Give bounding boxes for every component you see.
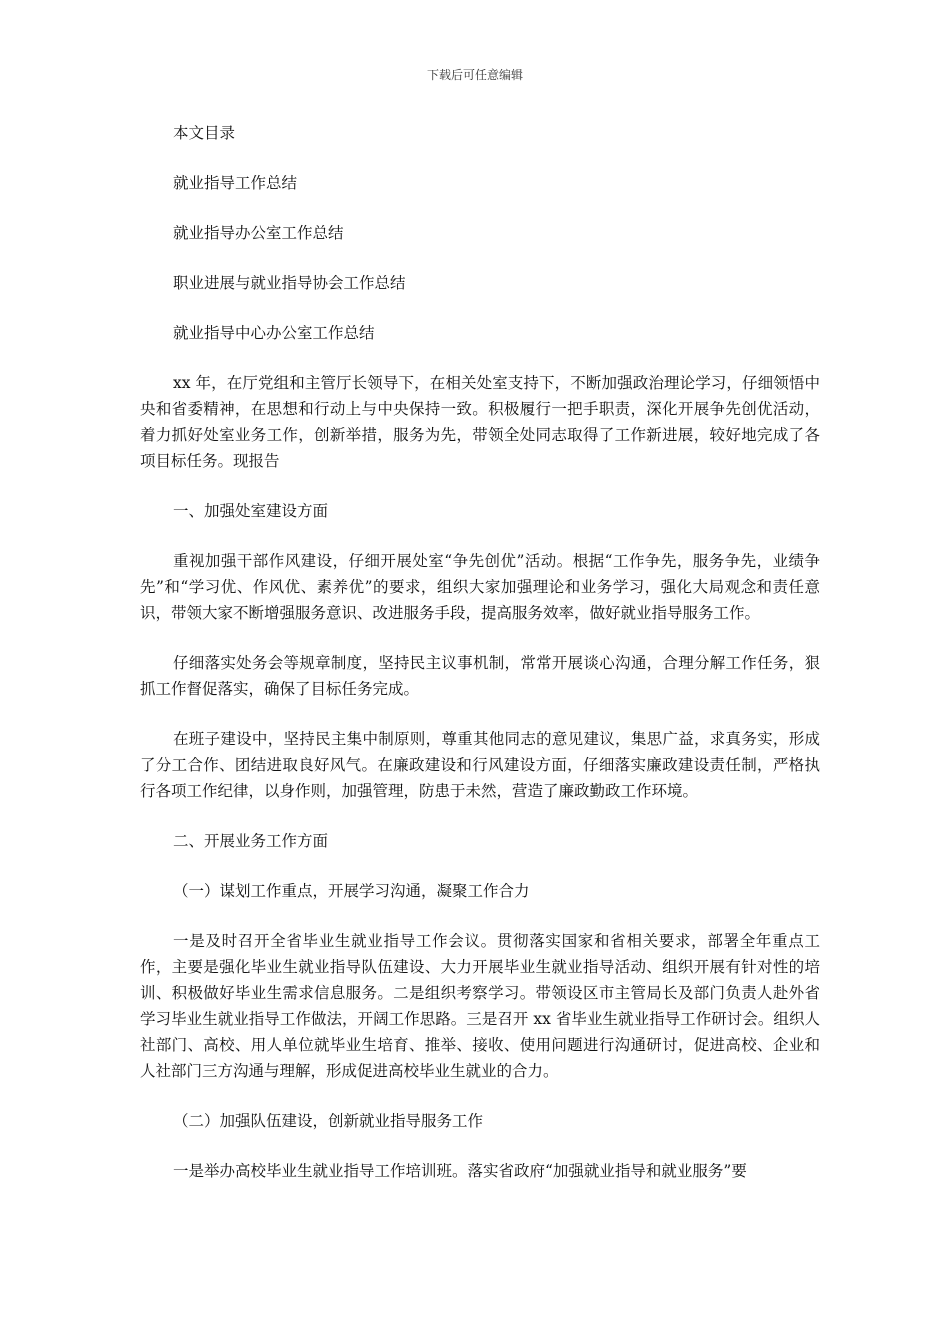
paragraph: 重视加强干部作风建设，仔细开展处室“争先创优”活动。根据“工作争先，服务争先，业绩争先”和“学习优、作风优、素养优”的要求，组织大家加强理论和业务学习，强化大局观念和责任意识，带领大家不断增强服务意识、改进服务手段，提高服务效率，做好就业指导服务工作。 — [140, 552, 820, 622]
toc-item: 就业指导中心办公室工作总结 — [173, 324, 375, 342]
toc-item: 就业指导办公室工作总结 — [173, 224, 344, 242]
section-heading: 一、加强处室建设方面 — [173, 502, 329, 520]
sub-heading: （二）加强队伍建设，创新就业指导服务工作 — [173, 1112, 484, 1130]
paragraph: 在班子建设中，坚持民主集中制原则，尊重其他同志的意见建议，集思广益，求真务实，形成了分工合作、团结进取良好风气。在廉政建设和行风建设方面，仔细落实廉政建设责任制，严格执行各项工作纪律，以身作则，加强管理，防患于未然，营造了廉政勤政工作环境。 — [140, 730, 820, 800]
header-note: 下载后可任意编辑 — [426, 68, 523, 82]
section-heading: 二、开展业务工作方面 — [173, 832, 329, 850]
toc-title: 本文目录 — [173, 124, 236, 142]
sub-heading: （一）谋划工作重点，开展学习沟通，凝聚工作合力 — [173, 882, 530, 900]
document-body — [140, 120, 820, 1184]
intro-paragraph: xx 年，在厅党组和主管厅长领导下，在相关处室支持下，不断加强政治理论学习，仔细领悟中央和省委精神，在思想和行动上与中央保持一致。积极履行一把手职责，深化开展争先创优活动，着力抓好处室业务工作，创新举措，服务为先，带领全处同志取得了工作新进展，较好地完成了各项目标任务。现报告 — [140, 374, 820, 470]
paragraph: 一是举办高校毕业生就业指导工作培训班。落实省政府“加强就业指导和就业服务”要 — [173, 1162, 747, 1180]
paragraph: 仔细落实处务会等规章制度，坚持民主议事机制，常常开展谈心沟通，合理分解工作任务，狠抓工作督促落实，确保了目标任务完成。 — [140, 654, 820, 698]
toc-item: 就业指导工作总结 — [173, 174, 298, 192]
paragraph: 一是及时召开全省毕业生就业指导工作会议。贯彻落实国家和省相关要求，部署全年重点工作，主要是强化毕业生就业指导队伍建设、大力开展毕业生就业指导活动、组织开展有针对性的培训、积极做好毕业生需求信息服务。二是组织考察学习。带领设区市主管局长及部门负责人赴外省学习毕业生就业指导工作做法，开阔工作思路。三是召开 xx 省毕业生就业指导工作研讨会。组织人社部门、高校、用人单位就毕业生培育、推举、接收、使用问题进行沟通研讨，促进高校、企业和人社部门三方沟通与理解，形成促进高校毕业生就业的合力。 — [140, 932, 820, 1080]
toc-item: 职业进展与就业指导协会工作总结 — [173, 274, 406, 292]
